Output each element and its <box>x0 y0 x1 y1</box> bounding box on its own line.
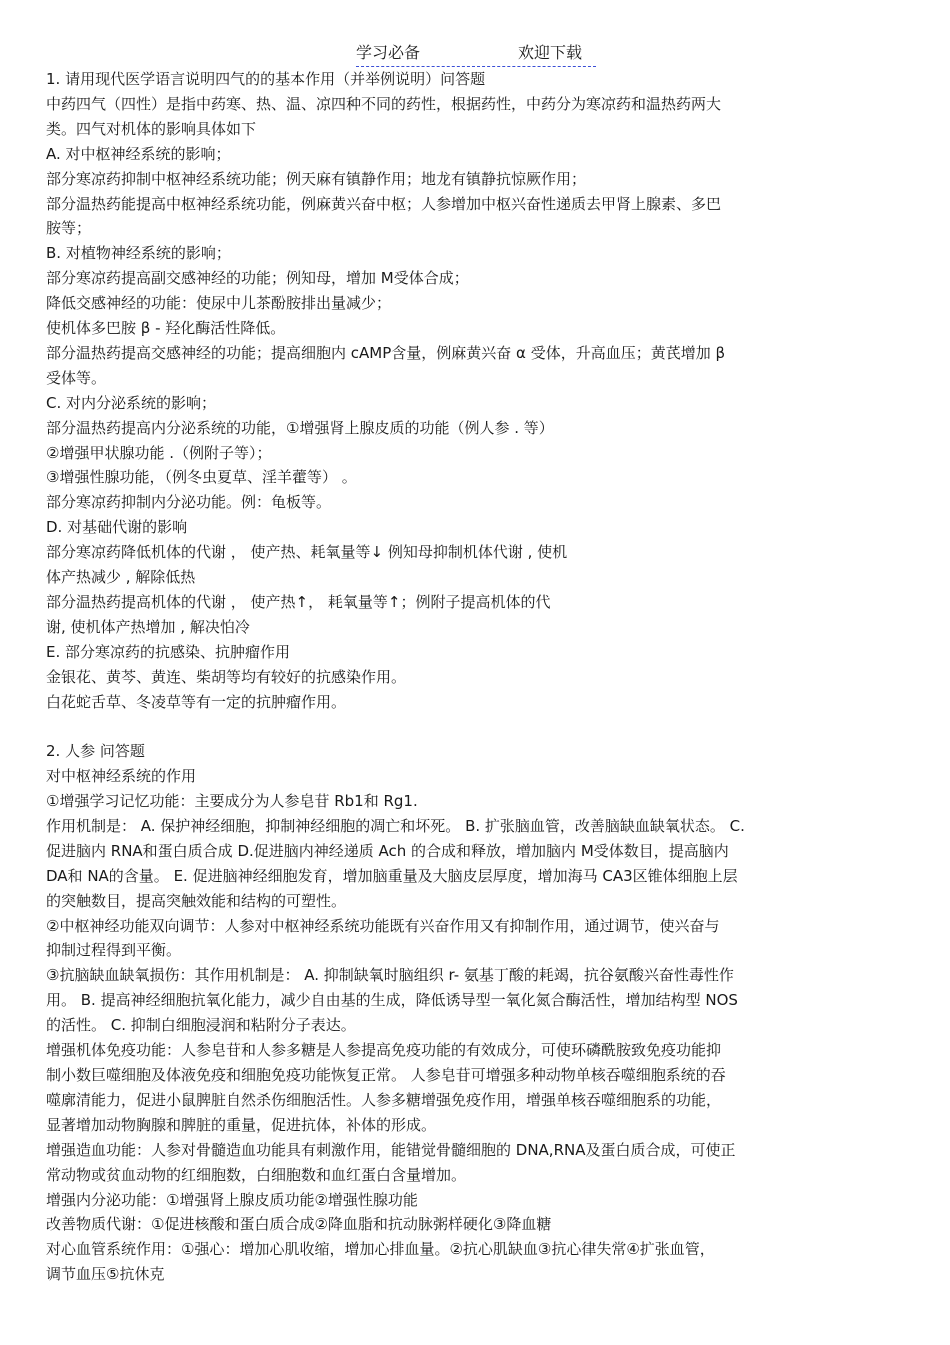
text-line: 2. 人参 问答题 <box>46 742 145 760</box>
text-line: 受体等。 <box>46 369 107 387</box>
page-header <box>356 40 596 67</box>
text-line: 增强造血功能：人参对骨髓造血功能具有刺激作用，能错觉骨髓细胞的 DNA,RNA及蛋白质合成，可使正 <box>46 1141 736 1159</box>
text-line: 谢, 使机体产热增加 , 解决怕冷 <box>46 618 250 636</box>
text-line: 的活性。 C. 抑制白细胞浸润和粘附分子表达。 <box>46 1016 356 1034</box>
text-line: 制小数巨噬细胞及体液免疫和细胞免疫功能恢复正常。 人参皂苷可增强多种动物单核吞噬细胞系统的吞 <box>46 1066 726 1084</box>
text-line: 噬廓清能力，促进小鼠脾脏自然杀伤细胞活性。人参多糖增强免疫作用，增强单核吞噬细胞系的功能， <box>46 1091 722 1109</box>
text-line: 金银花、黄芩、黄连、柴胡等均有较好的抗感染作用。 <box>46 668 407 686</box>
text-line: 用。 B. 提高神经细胞抗氧化能力，减少自由基的生成，降低诱导型一氧化氮合酶活性，增加结构型 NOS <box>46 991 738 1009</box>
text-line: 部分温热药提高机体的代谢 ， 使产热↑， 耗氧量等↑；例附子提高机体的代 <box>46 593 551 611</box>
text-line: 体产热减少 , 解除低热 <box>46 568 196 586</box>
text-line: 部分寒凉药抑制内分泌功能。例：龟板等。 <box>46 493 332 511</box>
text-line: 改善物质代谢：①促进核酸和蛋白质合成②降血脂和抗动脉粥样硬化③降血糖 <box>46 1215 552 1233</box>
text-line: 部分温热药能提高中枢神经系统功能，例麻黄兴奋中枢；人参增加中枢兴奋性递质去甲肾上腺素、多巴 <box>46 195 722 213</box>
text-line: 对心血管系统作用：①强心：增加心肌收缩，增加心排血量。②抗心肌缺血③抗心律失常④扩张血管， <box>46 1240 715 1258</box>
text-line: ②增强甲状腺功能 .（例附子等）； <box>46 444 272 462</box>
text-line: 类。四气对机体的影响具体如下 <box>46 120 257 138</box>
text-line: 调节血压⑤抗休克 <box>46 1265 165 1283</box>
text-line: 增强机体免疫功能：人参皂苷和人参多糖是人参提高免疫功能的有效成分，可使环磷酰胺致免疫功能抑 <box>46 1041 722 1059</box>
text-line: 显著增加动物胸腺和脾脏的重量，促进抗体，补体的形成。 <box>46 1116 437 1134</box>
text-line: 白花蛇舌草、冬凌草等有一定的抗肿瘤作用。 <box>46 693 347 711</box>
text-line: E. 部分寒凉药的抗感染、抗肿瘤作用 <box>46 643 291 661</box>
text-line: 作用机制是： A. 保护神经细胞，抑制神经细胞的凋亡和坏死。 B. 扩张脑血管，改善脑缺血缺氧状态。 C. <box>46 817 745 835</box>
text-line: 的突触数目，提高突触效能和结构的可塑性。 <box>46 892 347 910</box>
text-line: 中药四气（四性）是指中药寒、热、温、凉四种不同的药性，根据药性，中药分为寒凉药和温热药两大 <box>46 95 722 113</box>
text-line: 部分寒凉药抑制中枢神经系统功能；例天麻有镇静作用；地龙有镇静抗惊厥作用； <box>46 170 587 188</box>
text-line: A. 对中枢神经系统的影响； <box>46 145 231 163</box>
text-line: 部分寒凉药提高副交感神经的功能；例知母，增加 M受体合成； <box>46 269 469 287</box>
text-line: ③抗脑缺血缺氧损伤：其作用机制是： A. 抑制缺氧时脑组织 r- 氨基丁酸的耗竭，抗谷氨酸兴奋性毒性作 <box>46 966 734 984</box>
text-line: 增强内分泌功能：①增强肾上腺皮质功能②增强性腺功能 <box>46 1191 418 1209</box>
text-line: 1. 请用现代医学语言说明四气的的基本作用（并举例说明）问答题 <box>46 70 486 88</box>
text-line: DA和 NA的含量。 E. 促进脑神经细胞发育，增加脑重量及大脑皮层厚度，增加海马 CA3区锥体细胞上层 <box>46 867 738 885</box>
text-line: C. 对内分泌系统的影响； <box>46 394 217 412</box>
text-line: ③增强性腺功能，（例冬虫夏草、淫羊藿等） 。 <box>46 468 357 486</box>
text-line: 降低交感神经的功能：使尿中儿茶酚胺排出量减少； <box>46 294 392 312</box>
text-line: D. 对基础代谢的影响 <box>46 518 188 536</box>
text-line: ①增强学习记忆功能：主要成分为人参皂苷 Rb1和 Rg1. <box>46 792 418 810</box>
text-line: 胺等； <box>46 219 92 237</box>
header-left-text: 学习必备 <box>356 43 421 62</box>
text-line: 促进脑内 RNA和蛋白质合成 D.促进脑内神经递质 Ach 的合成和释放，增加脑内 M受体数目，提高脑内 <box>46 842 729 860</box>
text-line: 常动物或贫血动物的红细胞数，白细胞数和血红蛋白含量增加。 <box>46 1166 467 1184</box>
header-right-text: 欢迎下载 <box>518 43 583 62</box>
text-line: 对中枢神经系统的作用 <box>46 767 197 785</box>
text-line: ②中枢神经功能双向调节：人参对中枢神经系统功能既有兴奋作用又有抑制作用，通过调节，使兴奋与 <box>46 917 720 935</box>
text-line: B. 对植物神经系统的影响； <box>46 244 231 262</box>
text-line: 部分温热药提高交感神经的功能；提高细胞内 cAMP含量，例麻黄兴奋 α 受体，升高血压；黄芪增加 β <box>46 344 726 362</box>
text-line: 抑制过程得到平衡。 <box>46 941 182 959</box>
text-line: 使机体多巴胺 β - 羟化酶活性降低。 <box>46 319 286 337</box>
text-line: 部分寒凉药降低机体的代谢 ， 使产热、耗氧量等↓ 例知母抑制机体代谢 , 使机 <box>46 543 568 561</box>
text-line: 部分温热药提高内分泌系统的功能，①增强肾上腺皮质的功能（例人参 . 等） <box>46 419 554 437</box>
